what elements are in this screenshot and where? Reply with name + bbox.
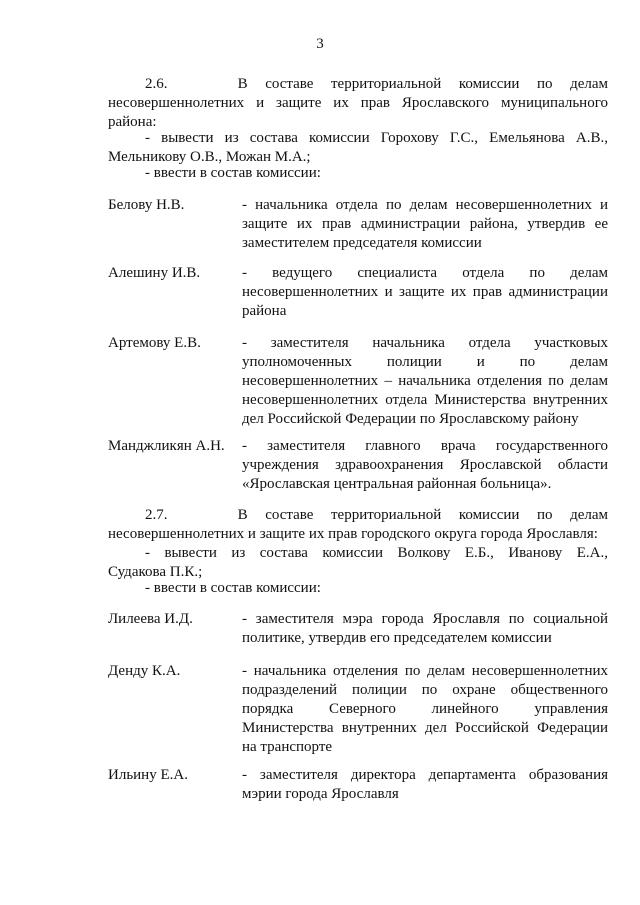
description-line: мэрии города Ярославля [242,786,399,802]
description-line: - заместителя главного врача государственного [242,438,608,454]
description-line: заместителем председателя комиссии [242,235,482,251]
member-name: Ильину Е.А. [108,767,188,783]
paragraph-line: Судакова П.К.; [108,564,203,580]
paragraph-line: - вывести из состава комиссии Волкову Е.Б., Иванову Е.А., [145,545,608,561]
paragraph-line: несовершеннолетних и защите их прав Ярославского муниципального [108,95,608,111]
member-name: Белову Н.В. [108,197,185,213]
description-line: - заместителя начальника отдела участковых [242,335,608,351]
section-2-6-remove [108,129,608,167]
paragraph-line: района: [108,114,157,130]
description-line: Министерства внутренних дел Российской Федерации [242,720,608,736]
member-description [242,334,608,429]
member-description [242,264,608,321]
section-2-6-intro [108,75,608,132]
page-number: 3 [316,36,324,52]
description-line: учреждения здравоохранения Ярославской области [242,457,608,473]
member-name: Манджликян А.Н. [108,438,225,454]
description-line: «Ярославская центральная районная больница». [242,476,552,492]
description-line: порядка Северного линейного управления [242,701,608,717]
section-2-6-add-label [108,164,608,183]
description-line: - начальника отделения по делам несовершеннолетних [242,663,608,679]
description-line: района [242,303,287,319]
member-name: Лилеева И.Д. [108,611,193,627]
description-line: - заместителя директора департамента образования [242,767,608,783]
paragraph-line: Мельникову О.В., Можан М.А.; [108,149,311,165]
description-line: - ведущего специалиста отдела по делам [242,265,608,281]
description-line: - заместителя мэра города Ярославля по социальной [242,611,608,627]
description-line: - начальника отдела по делам несовершеннолетних и [242,197,608,213]
member-description [242,196,608,253]
member-description [242,610,608,648]
paragraph-line: 2.7. В составе территориальной комиссии по делам [145,507,608,523]
member-description [242,662,608,757]
member-description [242,437,608,494]
section-2-7-remove [108,544,608,582]
paragraph-line: - вывести из состава комиссии Горохову Г.С., Емельянова А.В., [145,130,608,146]
paragraph-line: несовершеннолетних и защите их прав городского округа города Ярославля: [108,526,598,542]
description-line: несовершеннолетних и защите их прав администрации [242,284,608,300]
section-2-7-intro [108,506,608,544]
section-2-7-add-label [108,579,608,598]
member-description [242,766,608,804]
description-line: политике, утвердив его председателем комиссии [242,630,552,646]
member-name: Алешину И.В. [108,265,201,281]
description-line: на транспорте [242,739,333,755]
description-line: несовершеннолетних отдела Министерства внутренних [242,392,608,408]
description-line: подразделений полиции по охране общественного [242,682,608,698]
description-line: уполномоченных полиции и по делам [242,354,608,370]
description-line: несовершеннолетних – начальника отделения по делам [242,373,608,389]
description-line: защите их прав администрации района, утвердив ее [242,216,608,232]
description-line: дел Российской Федерации по Ярославскому району [242,411,579,427]
member-name: Денду К.А. [108,663,181,679]
member-name: Артемову Е.В. [108,335,201,351]
paragraph-line: - ввести в состав комиссии: [145,580,321,596]
paragraph-line: 2.6. В составе территориальной комиссии по делам [145,76,608,92]
paragraph-line: - ввести в состав комиссии: [145,165,321,181]
